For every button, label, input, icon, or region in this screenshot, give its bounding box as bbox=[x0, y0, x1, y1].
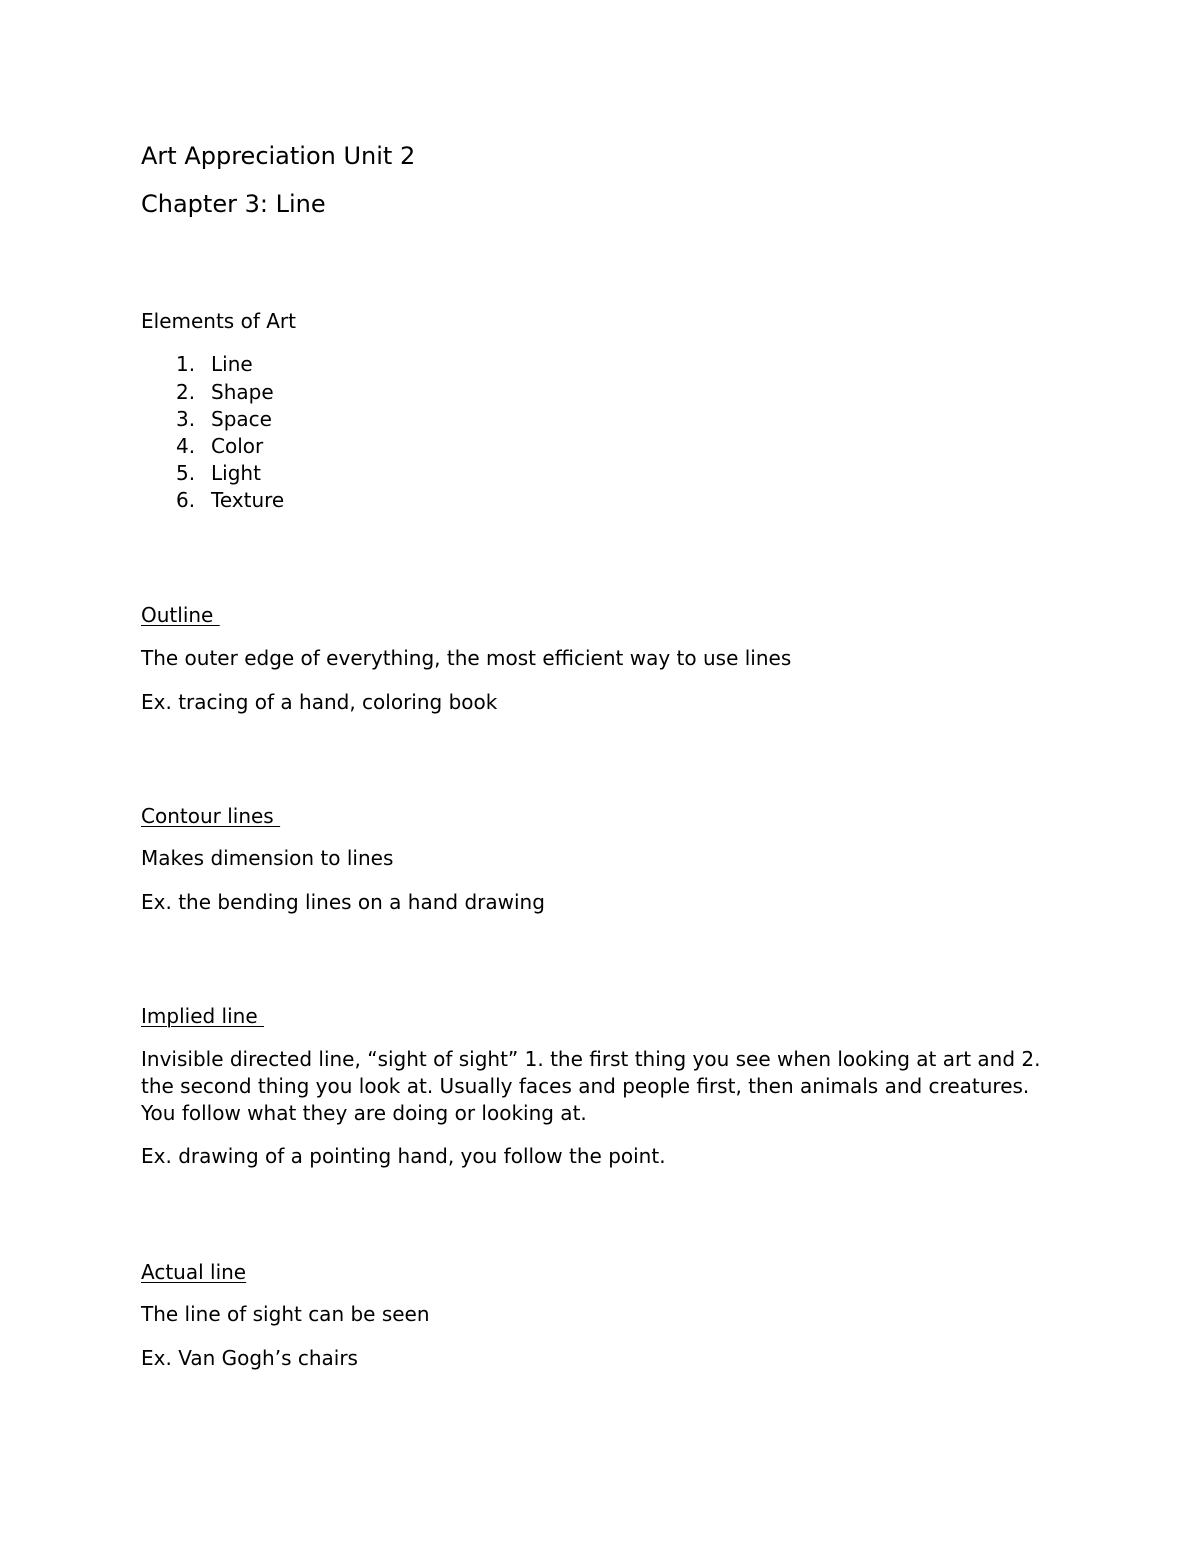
section-example: Ex. tracing of a hand, coloring book bbox=[141, 690, 498, 714]
section-description: The outer edge of everything, the most efficient way to use lines bbox=[141, 646, 792, 670]
section-heading: Actual line bbox=[141, 1260, 247, 1284]
list-item-number: 3. bbox=[176, 407, 196, 431]
section-example: Ex. Van Gogh’s chairs bbox=[141, 1346, 358, 1370]
section-description: Makes dimension to lines bbox=[141, 846, 394, 870]
list-item-label: Light bbox=[211, 461, 261, 485]
list-item-label: Texture bbox=[211, 488, 285, 512]
section-description: Invisible directed line, “sight of sight” 1. the first thing you see when looking at art and 2. the second thing you look at. Usually faces and people first, then animals and creatures. You follow what they are doing or looking at. bbox=[141, 1047, 1041, 1125]
section-heading: Contour lines bbox=[141, 804, 281, 828]
section-example: Ex. the bending lines on a hand drawing bbox=[141, 890, 545, 914]
elements-heading: Elements of Art bbox=[141, 309, 296, 333]
list-item-label: Shape bbox=[211, 380, 274, 404]
list-item-number: 5. bbox=[176, 461, 196, 485]
list-item-number: 1. bbox=[176, 352, 196, 376]
list-item-number: 2. bbox=[176, 380, 196, 404]
section-example: Ex. drawing of a pointing hand, you follow the point. bbox=[141, 1144, 666, 1168]
list-item-label: Space bbox=[211, 407, 272, 431]
section-description: The line of sight can be seen bbox=[141, 1302, 430, 1326]
document-title: Art Appreciation Unit 2 bbox=[141, 142, 416, 170]
list-item-label: Color bbox=[211, 434, 264, 458]
section-heading: Implied line bbox=[141, 1004, 264, 1028]
list-item-number: 6. bbox=[176, 488, 196, 512]
list-item-label: Line bbox=[211, 352, 253, 376]
list-item-number: 4. bbox=[176, 434, 196, 458]
chapter-title: Chapter 3: Line bbox=[141, 190, 326, 218]
section-heading: Outline bbox=[141, 603, 220, 627]
